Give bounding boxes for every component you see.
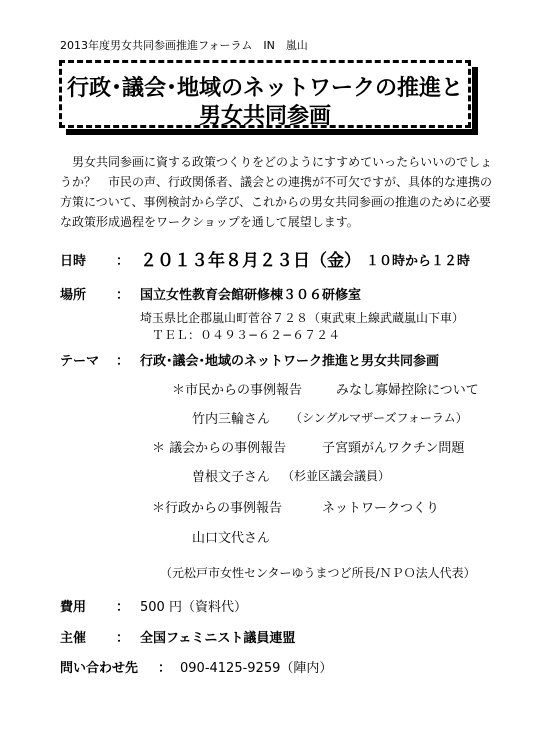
fee-colon: ： [116,600,130,615]
report-3-speaker: 山口文代さん [192,531,271,546]
contact-value: 090-4125-9259（陣内） [180,661,333,676]
report-1-heading: ＊市民からの事例報告 [172,383,303,398]
organizer-label: 主催 [60,631,87,646]
event-header: 2013年度男女共同参画推進フォーラム IN 嵐山 [60,39,308,52]
place-colon: ： [116,288,130,303]
place-tel: ＴＥＬ：０４９３−６２−６７２４ [152,328,341,342]
intro-text: 男女共同参画に資する政策つくりをどのようにすすめていったらいいのでしょうか？ 市民の声、行政関係者、議会との連携が不可欠ですが、具体的な連携の方策について、事例検討から学び、これからの男女共同参画の推進のために必要な政策形成過程をワークショップを通して展望します。 [60,155,493,229]
place-address: 埼玉県比企郡嵐山町菅谷７２８（東武東上線武蔵嵐山下車） [140,311,465,325]
report-3-heading: ＊行政からの事例報告 [152,501,283,516]
place-label: 場所 [60,288,87,303]
report-2-affiliation: （杉並区議会議員） [282,469,391,483]
date-colon: ： [116,254,130,269]
date-value: ２０１３年８月２３日（金） [140,251,361,271]
theme-value: 行政･議会･地域のネットワーク推進と男女共同参画 [140,354,440,369]
theme-label: テーマ [60,354,100,369]
date-label: 日時 [60,254,87,269]
fee-value: 500 円（資料代） [140,600,247,615]
report-2-speaker: 曽根文子さん [192,470,271,485]
report-1-affiliation: （シングルマザーズフォーラム） [290,411,468,425]
intro-paragraph [60,152,500,232]
report-1-topic: みなし寡婦控除について [336,383,479,398]
report-2-topic: 子宮頸がんワクチン問題 [322,441,465,456]
organizer-colon: ： [116,631,130,646]
report-3-topic: ネットワークつくり [322,501,440,516]
date-time: １０時から１２時 [366,254,471,269]
report-1-speaker: 竹内三輪さん [192,412,271,427]
title-box [59,60,471,128]
contact-colon: ： [158,661,172,676]
theme-colon: ： [116,354,130,369]
organizer-value: 全国フェミニスト議員連盟 [140,631,296,646]
contact-label: 問い合わせ先 [60,661,139,676]
title-line-1: 行政･議会･地域のネットワークの推進と [66,76,463,101]
fee-label: 費用 [60,600,87,615]
place-name: 国立女性教育会館研修棟３０６研修室 [140,288,362,303]
report-3-note: （元松戸市女性センターゆうまつど所長/ＮＰＯ法人代表） [160,566,476,580]
title-line-2: 男女共同参画 [198,104,331,129]
report-2-heading: ＊ 議会からの事例報告 [152,441,287,456]
